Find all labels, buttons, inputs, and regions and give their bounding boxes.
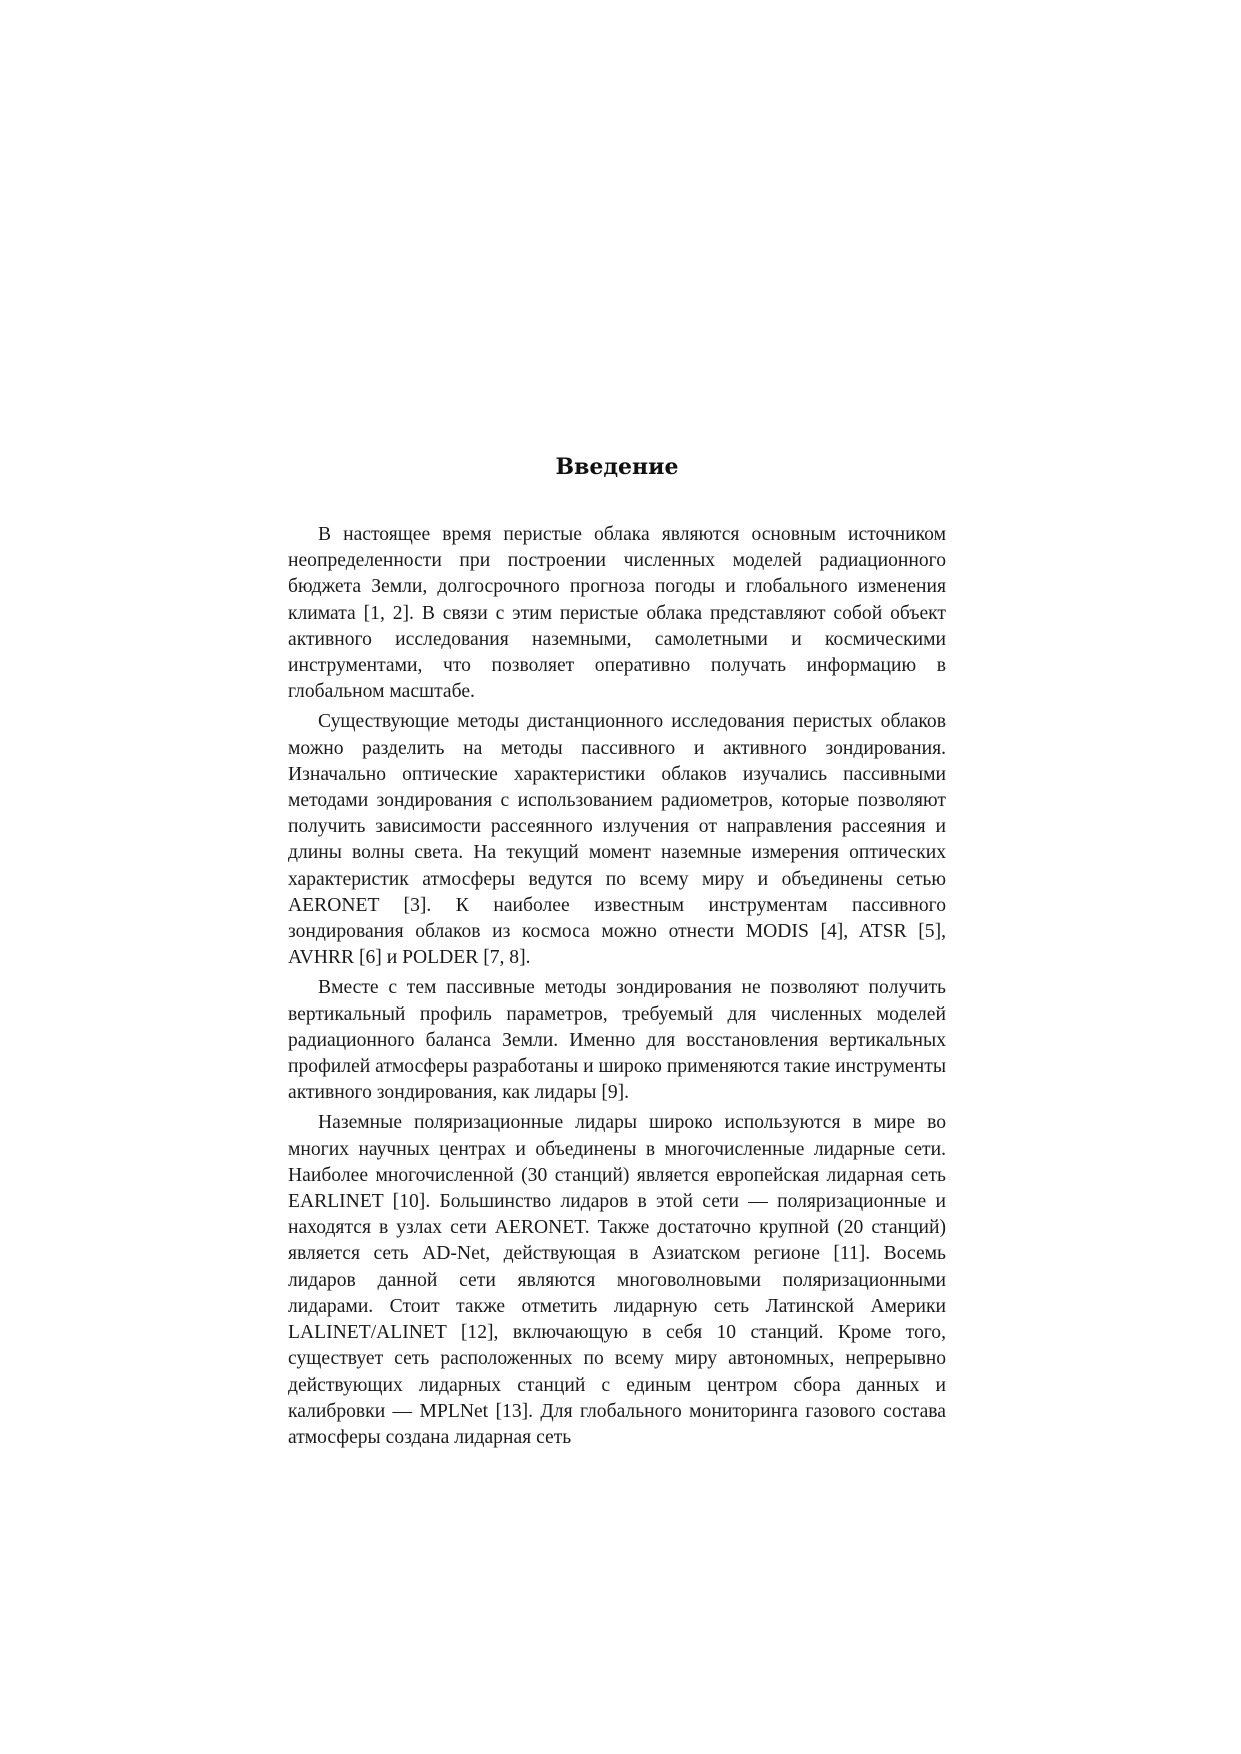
section-title: Введение [555, 454, 679, 480]
paragraph-4: Наземные поляризационные лидары широко используются в мире во многих научных центрах и объединены в многочисленные лидарные сети. Наиболее многочисленной (30 станций) является европейская лидарная сеть EARLINET [10]. Большинство лидаров в этой сети — поляризационные и находятся в узлах сети AERONET. Также достаточно крупной (20 станций) является сеть AD-Net, действующая в Азиатском регионе [11]. Восемь лидаров данной сети являются многоволновыми поляризационными лидарами. Стоит также отметить лидарную сеть Латинской Америки LALINET/ALINET [12], включающую в себя 10 станций. Кроме того, существует сеть расположенных по всему миру автономных, непрерывно действующих лидарных станций с единым центром сбора данных и калибровки — MPLNet [13]. Для глобального мониторинга газового состава атмосферы создана лидарная сеть [288, 1112, 946, 1448]
paragraph-1: В настоящее время перистые облака являются основным источником неопределенности при построении численных моделей радиационного бюджета Земли, долгосрочного прогноза погоды и глобального изменения климата [1, 2]. В связи с этим перистые облака представляют собой объект активного исследования наземными, самолетными и космическими инструментами, что позволяет оперативно получать информацию в глобальном масштабе. [288, 524, 946, 703]
paragraph-3: Вместе с тем пассивные методы зондирования не позволяют получить вертикальный профиль параметров, требуемый для численных моделей радиационного баланса Земли. Именно для восстановления вертикальных профилей атмосферы разработаны и широко применяются такие инструменты активного зондирования, как лидары [9]. [288, 977, 946, 1104]
body-text [288, 522, 946, 1455]
paragraph-2: Существующие методы дистанционного исследования перистых облаков можно разделить на методы пассивного и активного зондирования. Изначально оптические характеристики облаков изучались пассивными методами зондирования с использованием радиометров, которые позволяют получить зависимости рассеянного излучения от направления рассеяния и длины волны света. На текущий момент наземные измерения оптических характеристик атмосферы ведутся по всему миру и объединены сетью AERONET [3]. К наиболее известным инструментам пассивного зондирования облаков из космоса можно отнести MODIS [4], ATSR [5], AVHRR [6] и POLDER [7, 8]. [288, 711, 946, 969]
